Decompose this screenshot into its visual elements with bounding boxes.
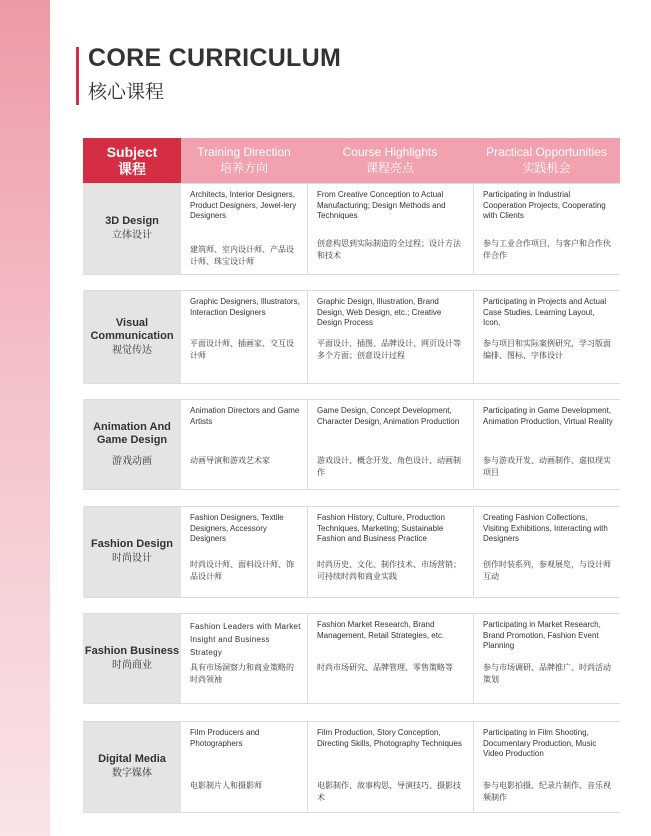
subject-name-en: Fashion Design xyxy=(91,538,173,550)
subject-cell xyxy=(83,507,181,597)
table-row xyxy=(83,721,620,813)
highlights-cell xyxy=(307,291,473,383)
decorative-side-strip xyxy=(0,0,50,836)
header-training-en: Training Direction xyxy=(197,145,291,159)
training-cell xyxy=(181,291,307,383)
highlights-zh: 创意构思到实际制造的全过程；设计方法和技术 xyxy=(317,239,461,260)
header-practical-zh: 实践机会 xyxy=(522,161,571,175)
practical-en: Participating in Game Development, Animation Production, Virtual Reality xyxy=(483,406,613,426)
practical-cell xyxy=(473,507,620,597)
highlights-zh: 时尚市场研究、品牌管理、零售策略等 xyxy=(317,663,453,672)
training-en: Fashion Leaders with Market Insight and Business Strategy xyxy=(190,622,301,657)
practical-en: Participating in Film Shooting, Documentary Production, Music Video Production xyxy=(483,728,597,758)
highlights-zh: 游戏设计、概念开发、角色设计、动画制作 xyxy=(317,456,461,477)
highlights-en: Game Design, Concept Development, Character Design, Animation Production xyxy=(317,406,460,426)
practical-cell xyxy=(473,291,620,383)
training-zh: 电影制片人和摄影师 xyxy=(190,781,262,790)
training-en: Architects, Interior Designers, Product Designers, Jewel-lery Designers xyxy=(190,190,297,220)
practical-zh: 创作时装系列，参观展览，与设计师互动 xyxy=(483,560,611,581)
subject-cell xyxy=(83,291,181,383)
subject-name-en: Animation And Game Design xyxy=(93,420,171,446)
header-highlights-en: Course Highlights xyxy=(342,145,438,159)
header-highlights-zh: 课程亮点 xyxy=(365,161,414,175)
training-cell xyxy=(181,722,307,812)
table-row xyxy=(83,290,620,384)
header-subject xyxy=(83,138,181,183)
subject-name-zh: 游戏动画 xyxy=(112,455,152,467)
subject-name-zh: 时尚商业 xyxy=(112,659,152,671)
practical-cell xyxy=(473,722,620,812)
subject-cell xyxy=(83,400,181,489)
highlights-zh: 时尚历史、文化、制作技术、市场营销；可持续时尚和商业实践 xyxy=(317,560,461,581)
training-en: Graphic Designers, Illustrators, Interaction Designers xyxy=(190,297,300,317)
highlights-zh: 平面设计、插图、品牌设计、网页设计等多个方面；创意设计过程 xyxy=(317,339,461,360)
header-practical-opportunities xyxy=(473,138,620,183)
training-zh: 动画导演和游戏艺术家 xyxy=(190,456,270,465)
practical-en: Participating in Industrial Cooperation Projects, Cooperating with Clients xyxy=(483,190,606,220)
table-row xyxy=(83,506,620,598)
header-subject-en: Subject xyxy=(106,143,158,160)
highlights-cell xyxy=(307,614,473,703)
highlights-cell xyxy=(307,507,473,597)
practical-en: Participating in Projects and Actual Case Studies, Learning Layout, Icon, xyxy=(483,297,607,327)
practical-en: Creating Fashion Collections, Visiting Exhibitions, Interacting with Designers xyxy=(483,513,608,543)
subject-name-en: 3D Design xyxy=(105,215,159,227)
practical-zh: 参与工业合作项目，与客户和合作伙伴合作 xyxy=(483,239,611,260)
subject-name-zh: 立体设计 xyxy=(112,230,152,241)
subject-name-en: Fashion Business xyxy=(84,644,180,657)
subject-name-en: Digital Media xyxy=(98,753,166,765)
subject-name-en: Visual Communication xyxy=(90,316,174,342)
header-training-zh: 培养方向 xyxy=(219,161,268,175)
table-row xyxy=(83,183,620,275)
training-cell xyxy=(181,400,307,489)
training-en: Animation Directors and Game Artists xyxy=(190,406,300,426)
highlights-en: Fashion Market Research, Brand Management, Retail Strategies, etc. xyxy=(317,620,445,640)
highlights-cell xyxy=(307,400,473,489)
practical-zh: 参与电影拍摄、纪录片制作、音乐视频制作 xyxy=(483,781,611,802)
subject-name-zh: 数字媒体 xyxy=(112,768,152,779)
practical-cell xyxy=(473,184,620,274)
highlights-en: Graphic Design, Illustration, Brand Design, Web Design, etc.; Creative Design Process xyxy=(317,297,442,327)
title-accent-bar xyxy=(76,47,79,105)
highlights-en: Film Production, Story Conception, Directing Skills, Photography Techniques xyxy=(317,728,462,748)
training-en: Fashion Designers, Textile Designers, Accessory Designers xyxy=(190,513,284,543)
training-cell xyxy=(181,507,307,597)
page-title: CORE CURRICULUM xyxy=(88,44,342,72)
practical-zh: 参与项目和实际案例研究，学习版面编排、图标、字体设计 xyxy=(483,339,611,360)
training-zh: 平面设计师、插画家、交互设计师 xyxy=(190,339,294,360)
subject-cell xyxy=(83,184,181,274)
header-practical-en: Practical Opportunities xyxy=(486,145,607,159)
training-zh: 建筑师、室内设计师、产品设计师、珠宝设计师 xyxy=(190,245,294,266)
practical-cell xyxy=(473,400,620,489)
table-row xyxy=(83,613,620,704)
page-subtitle: 核心课程 xyxy=(88,82,165,103)
practical-zh: 参与游戏开发、动画制作、虚拟现实项目 xyxy=(483,456,611,477)
header-course-highlights xyxy=(307,138,473,183)
highlights-en: Fashion History, Culture, Production Techniques, Marketing; Sustainable Fashion and Business Practice xyxy=(317,513,445,543)
training-zh: 时尚设计师、面料设计师、饰品设计师 xyxy=(190,560,294,581)
header-training-direction xyxy=(181,138,307,183)
practical-en: Participating in Market Research, Brand Promotion, Fashion Event Planning xyxy=(483,620,601,650)
subject-name-zh: 视觉传达 xyxy=(112,344,152,356)
header-subject-zh: 课程 xyxy=(118,160,146,177)
subject-cell xyxy=(83,722,181,812)
practical-cell xyxy=(473,614,620,703)
training-cell xyxy=(181,614,307,703)
training-zh: 具有市场洞察力和商业策略的时尚领袖 xyxy=(190,663,294,684)
highlights-cell xyxy=(307,722,473,812)
training-en: Film Producers and Photographers xyxy=(190,728,260,748)
subject-name-zh: 时尚设计 xyxy=(112,553,152,564)
table-row xyxy=(83,399,620,490)
practical-zh: 参与市场调研、品牌推广、时尚活动策划 xyxy=(483,663,611,684)
highlights-zh: 电影制作、故事构思、导演技巧、摄影技术 xyxy=(317,781,461,802)
subject-cell xyxy=(83,614,181,703)
highlights-en: From Creative Conception to Actual Manufacturing; Design Methods and Techniques xyxy=(317,190,446,220)
highlights-cell xyxy=(307,184,473,274)
training-cell xyxy=(181,184,307,274)
